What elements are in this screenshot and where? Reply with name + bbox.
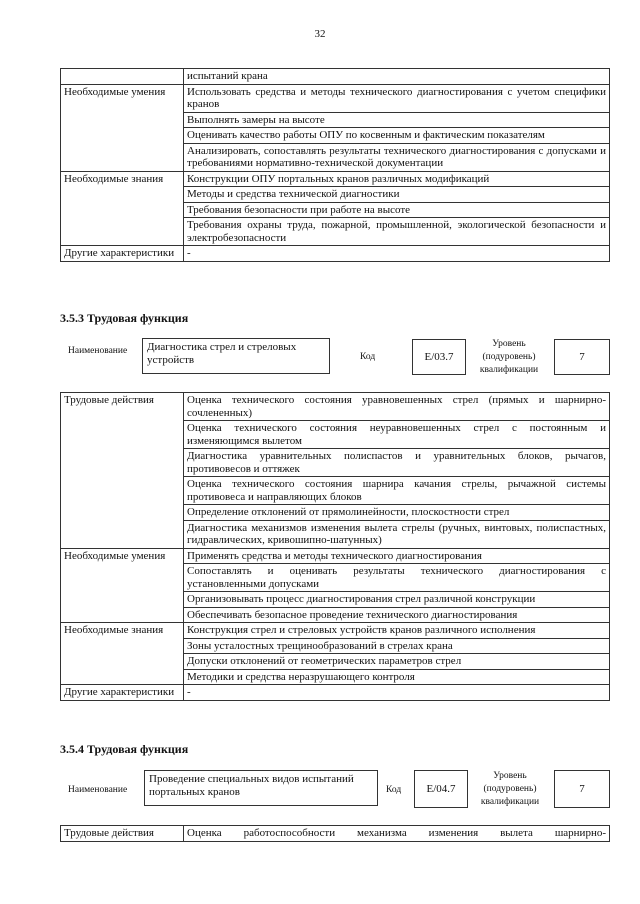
section1-table bbox=[60, 68, 610, 262]
row-item: Оценка работоспособности механизма изменения вылета шарнирно- bbox=[184, 826, 610, 842]
row-item: Конструкция стрел и стреловых устройств кранов различного исполнения bbox=[184, 623, 610, 639]
row-label: Необходимые знания bbox=[61, 623, 184, 685]
row-label: Другие характеристики bbox=[61, 246, 184, 262]
row-item: Требования охраны труда, пожарной, промышленной, экологической безопасности и электробезопасности bbox=[184, 218, 610, 246]
name-label: Наименование bbox=[68, 785, 128, 795]
row-item: испытаний крана bbox=[184, 69, 610, 85]
row-item: Организовывать процесс диагностирования стрел различной конструкции bbox=[184, 592, 610, 608]
section2-table bbox=[60, 392, 610, 701]
section-heading-354: 3.5.4 Трудовая функция bbox=[60, 742, 189, 756]
row-label: Другие характеристики bbox=[61, 685, 184, 701]
level-label: Уровень (подуровень) квалификации bbox=[479, 339, 539, 375]
name-label: Наименование bbox=[68, 346, 128, 356]
row-item: Зоны усталостных трещинообразований в стрелах крана bbox=[184, 638, 610, 654]
function-level: 7 bbox=[554, 770, 610, 808]
table-row bbox=[61, 393, 610, 421]
row-item: Диагностика механизмов изменения вылета стрелы (ручных, винтовых, полиспастных, гидравлических, кривошипно-шатунных) bbox=[184, 520, 610, 548]
level-label: Уровень (подуровень) квалификации bbox=[480, 771, 540, 807]
code-label: Код bbox=[360, 352, 376, 362]
function-name: Диагностика стрел и стреловых устройств bbox=[142, 338, 330, 374]
row-item: Оценка технического состояния неуравновешенных стрел с постоянным и изменяющимся вылетом bbox=[184, 421, 610, 449]
row-item: Диагностика уравнительных полиспастов и уравнительных блоков, рычагов, противовесов и оттяжек bbox=[184, 449, 610, 477]
row-item: Оценка технического состояния шарнира качания стрелы, рычажной системы противовеса и направляющих блоков bbox=[184, 477, 610, 505]
function-header-353 bbox=[60, 338, 610, 378]
table-row bbox=[61, 623, 610, 639]
row-item: Требования безопасности при работе на высоте bbox=[184, 202, 610, 218]
row-item: Оценивать качество работы ОПУ по косвенным и фактическим показателям bbox=[184, 128, 610, 144]
row-item: Выполнять замеры на высоте bbox=[184, 112, 610, 128]
row-label bbox=[61, 69, 184, 85]
table-row bbox=[61, 685, 610, 701]
section-heading-353: 3.5.3 Трудовая функция bbox=[60, 311, 189, 325]
function-name: Проведение специальных видов испытаний портальных кранов bbox=[144, 770, 378, 806]
row-item: Сопоставлять и оценивать результаты технического диагностирования с установленными допусками bbox=[184, 564, 610, 592]
row-item: Допуски отклонений от геометрических параметров стрел bbox=[184, 654, 610, 670]
function-code: E/04.7 bbox=[414, 770, 468, 808]
function-code: E/03.7 bbox=[412, 339, 466, 375]
row-item: Анализировать, сопоставлять результаты технического диагностирования с допусками и требованиями нормативно-технической документации bbox=[184, 143, 610, 171]
row-item: - bbox=[184, 246, 610, 262]
table-row bbox=[61, 548, 610, 564]
row-item: Определение отклонений от прямолинейности, плоскостности стрел bbox=[184, 505, 610, 521]
table-row bbox=[61, 69, 610, 85]
row-label: Необходимые умения bbox=[61, 548, 184, 623]
row-item: Использовать средства и методы технического диагностирования с учетом специфики кранов bbox=[184, 84, 610, 112]
row-item: Методы и средства технической диагностики bbox=[184, 187, 610, 203]
row-item: Методики и средства неразрушающего контроля bbox=[184, 669, 610, 685]
table-row bbox=[61, 246, 610, 262]
row-item: - bbox=[184, 685, 610, 701]
page-number: 32 bbox=[314, 28, 326, 40]
row-item: Конструкции ОПУ портальных кранов различных модификаций bbox=[184, 171, 610, 187]
row-item: Обеспечивать безопасное проведение технического диагностирования bbox=[184, 607, 610, 623]
table-row bbox=[61, 826, 610, 842]
row-label: Необходимые знания bbox=[61, 171, 184, 246]
row-item: Применять средства и методы технического диагностирования bbox=[184, 548, 610, 564]
row-label: Необходимые умения bbox=[61, 84, 184, 171]
table-row bbox=[61, 171, 610, 187]
section3-table bbox=[60, 825, 610, 842]
function-level: 7 bbox=[554, 339, 610, 375]
code-label: Код bbox=[386, 785, 402, 795]
row-label: Трудовые действия bbox=[61, 393, 184, 549]
function-header-354 bbox=[60, 770, 610, 810]
row-item: Оценка технического состояния уравновешенных стрел (прямых и шарнирно-сочлененных) bbox=[184, 393, 610, 421]
row-label: Трудовые действия bbox=[61, 826, 184, 842]
table-row bbox=[61, 84, 610, 112]
